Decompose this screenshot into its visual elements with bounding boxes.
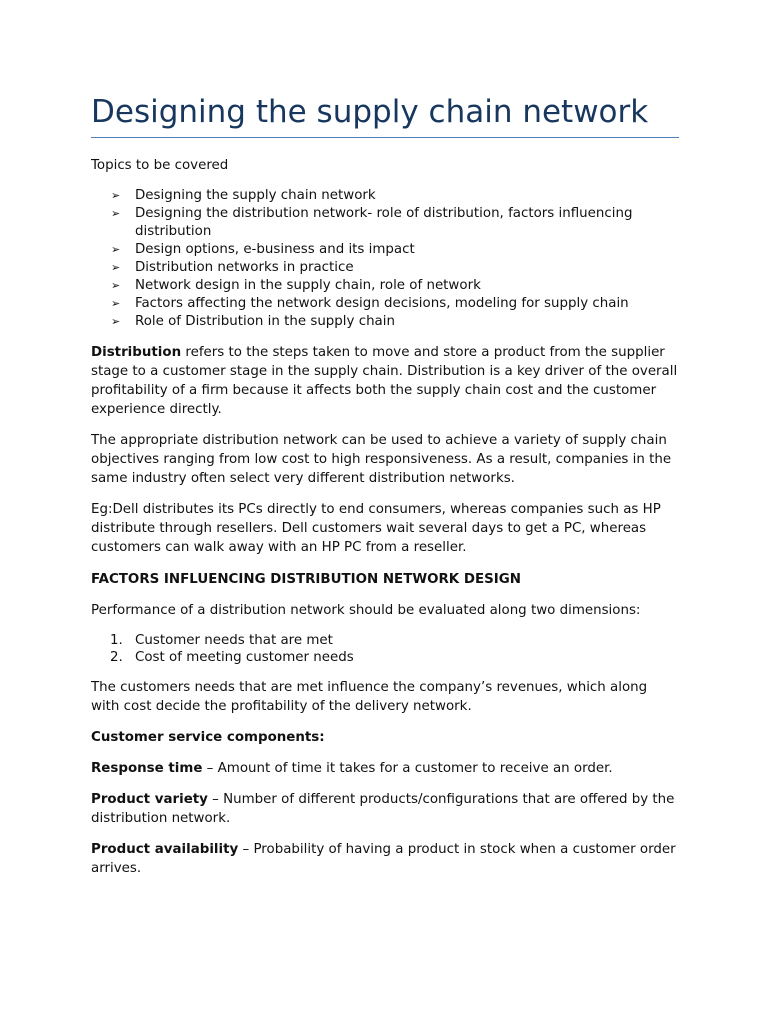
topics-list	[91, 187, 679, 331]
term: Distribution	[91, 345, 182, 360]
document-page	[91, 92, 679, 878]
list-item: 1. Customer needs that are met	[110, 633, 333, 648]
list-item: ➢ Design options, e-business and its impact	[111, 242, 415, 257]
list-item: ➢ Factors affecting the network design decisions, modeling for supply chain	[111, 296, 629, 311]
example-paragraph: Eg:Dell distributes its PCs directly to end consumers, whereas companies such as HP distribute through resellers. Dell customers wait several days to get a PC, whereas customers can walk away with an HP PC from a reseller.	[91, 502, 661, 555]
topics-label: Topics to be covered	[91, 158, 229, 173]
distribution-paragraph: Distribution refers to the steps taken to move and store a product from the supplier stage to a customer stage in the supply chain. Distribution is a key driver of the overall profitability of a firm because it affects both the supply chain cost and the customer experience directly.	[91, 345, 678, 417]
term: Product availability	[91, 842, 239, 857]
arrow-bullet-icon: ➢	[111, 207, 121, 220]
arrow-bullet-icon: ➢	[111, 243, 121, 256]
list-item: ➢ Role of Distribution in the supply chain	[111, 314, 395, 329]
arrow-bullet-icon: ➢	[111, 261, 121, 274]
list-item: ➢ Designing the distribution network- role of distribution, factors influencing distribution	[111, 206, 633, 239]
list-item: ➢ Designing the supply chain network	[111, 188, 376, 203]
page-title: Designing the supply chain network	[91, 94, 649, 130]
arrow-bullet-icon: ➢	[111, 315, 121, 328]
appropriate-paragraph: The appropriate distribution network can be used to achieve a variety of supply chain objectives ranging from low cost to high responsiveness. As a result, companies in the same industry often select very different distribution networks.	[91, 433, 672, 486]
list-item: 2. Cost of meeting customer needs	[110, 650, 354, 665]
response-time-paragraph: Response time – Amount of time it takes for a customer to receive an order.	[91, 761, 613, 776]
term: Response time	[91, 761, 203, 776]
factors-heading: FACTORS INFLUENCING DISTRIBUTION NETWORK DESIGN	[91, 572, 521, 587]
list-item: ➢ Distribution networks in practice	[111, 260, 354, 275]
product-availability-paragraph: Product availability – Probability of having a product in stock when a customer order arrives.	[91, 842, 676, 876]
term: Product variety	[91, 792, 208, 807]
arrow-bullet-icon: ➢	[111, 297, 121, 310]
product-variety-paragraph: Product variety – Number of different products/configurations that are offered by the distribution network.	[91, 792, 675, 826]
arrow-bullet-icon: ➢	[111, 189, 121, 202]
title-divider	[91, 137, 679, 138]
performance-paragraph: Performance of a distribution network should be evaluated along two dimensions:	[91, 603, 641, 618]
components-heading: Customer service components:	[91, 730, 325, 745]
list-item: ➢ Network design in the supply chain, role of network	[111, 278, 481, 293]
revenues-paragraph: The customers needs that are met influence the company’s revenues, which along with cost decide the profitability of the delivery network.	[91, 680, 648, 714]
dimensions-list	[91, 632, 679, 666]
arrow-bullet-icon: ➢	[111, 279, 121, 292]
